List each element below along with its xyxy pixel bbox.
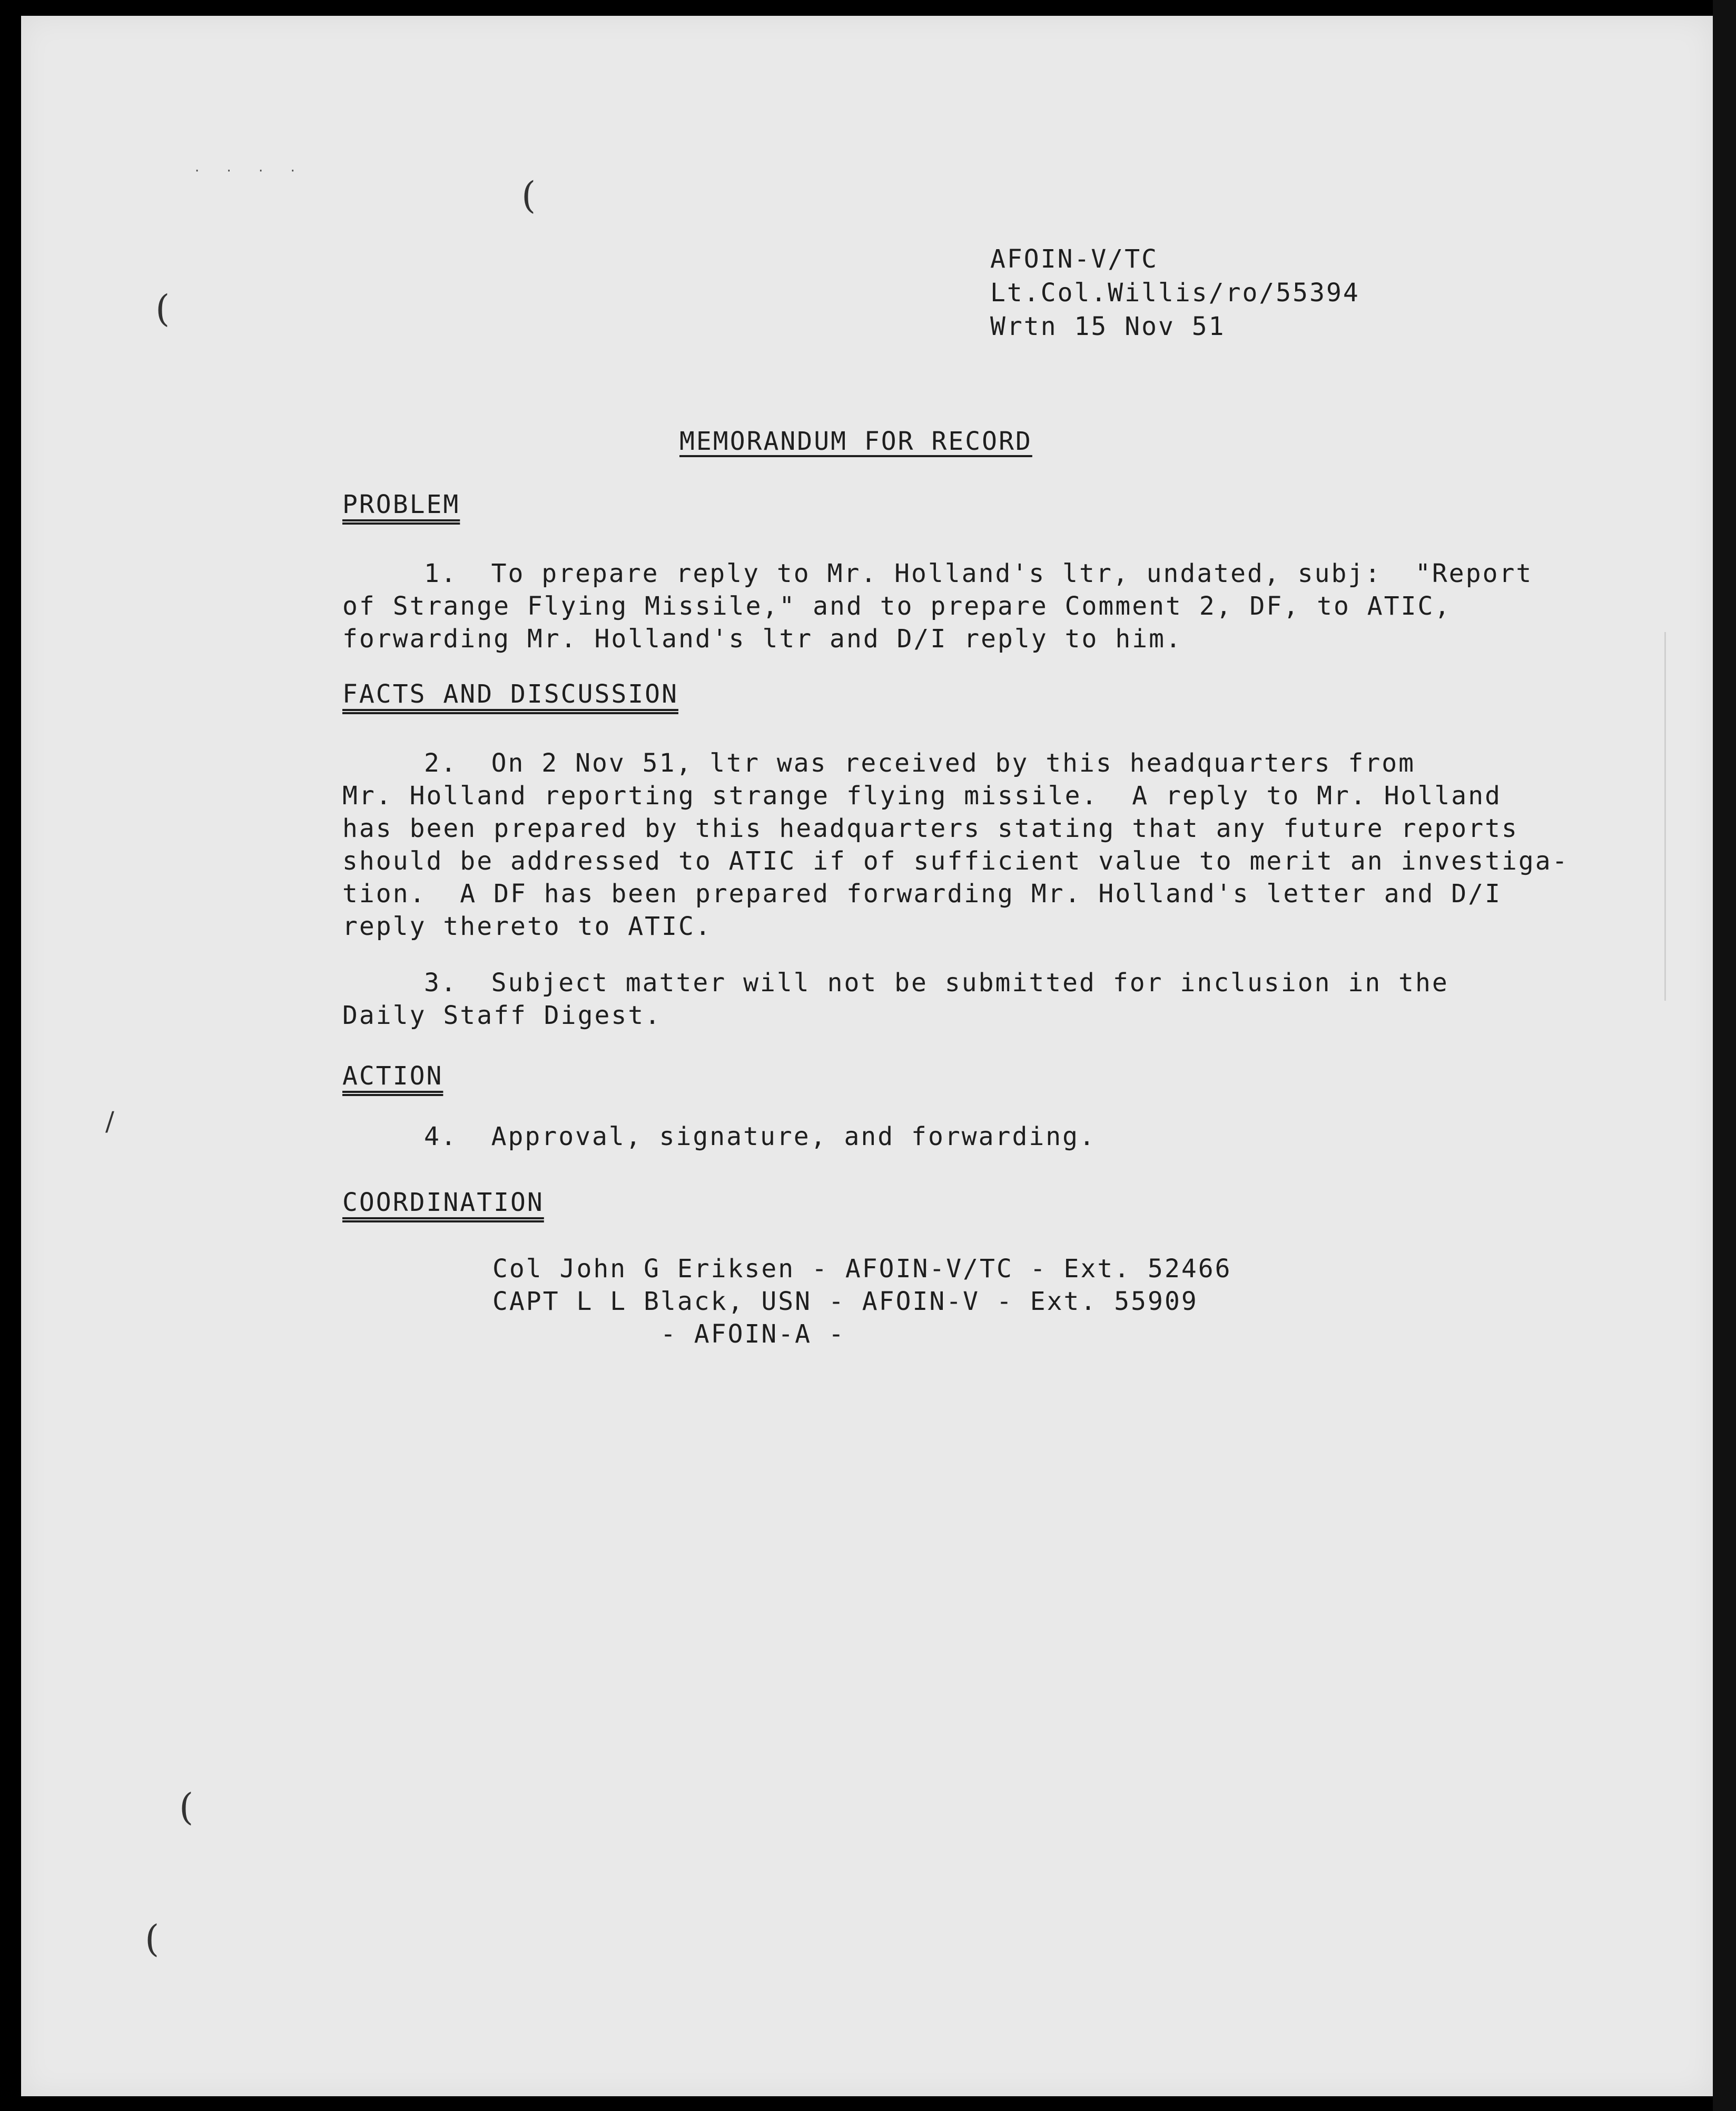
text-line: 2. On 2 Nov 51, ltr was received by this headquarters from (424, 748, 1416, 778)
text-line: forwarding Mr. Holland's ltr and D/I reply to him. (342, 624, 1182, 654)
coordination-list (492, 1252, 1232, 1350)
coordination-entry: - AFOIN-A - (492, 1319, 845, 1349)
office-symbol: AFOIN-V/TC (990, 244, 1158, 274)
text-line: of Strange Flying Missile," and to prepare Comment 2, DF, to ATIC, (342, 591, 1452, 621)
problem-heading: PROBLEM (342, 490, 460, 519)
text-line: reply thereto to ATIC. (342, 912, 712, 941)
scan-specks: · · · · (195, 163, 307, 179)
text-line: 1. To prepare reply to Mr. Holland's ltr, undated, subj: "Report (424, 559, 1533, 588)
action-heading: ACTION (342, 1061, 443, 1091)
text-line: Mr. Holland reporting strange flying missile. A reply to Mr. Holland (342, 781, 1502, 811)
text-line: 3. Subject matter will not be submitted for inclusion in the (424, 968, 1449, 998)
text-line: Daily Staff Digest. (342, 1001, 662, 1030)
coordination-heading: COORDINATION (342, 1188, 544, 1217)
coordination-entry: CAPT L L Black, USN - AFOIN-V - Ext. 55909 (492, 1287, 1198, 1316)
facts-heading: FACTS AND DISCUSSION (342, 679, 678, 709)
scan-mark: / (105, 1106, 114, 1137)
document-page (21, 16, 1713, 2096)
coordination-entry: Col John G Eriksen - AFOIN-V/TC - Ext. 52466 (492, 1254, 1232, 1284)
facts-paragraph-3 (342, 966, 1449, 1032)
scan-mark: ( (521, 174, 536, 217)
facts-paragraph-2 (342, 747, 1569, 943)
scan-mark: ( (179, 1786, 194, 1829)
originator: Lt.Col.Willis/ro/55394 (990, 278, 1360, 308)
reference-block (990, 242, 1360, 343)
memo-title: MEMORANDUM FOR RECORD (679, 427, 1032, 456)
scan-border (1713, 0, 1736, 2111)
scan-mark: ( (155, 287, 170, 330)
text-line: has been prepared by this headquarters stating that any future reports (342, 814, 1518, 843)
action-paragraph: 4. Approval, signature, and forwarding. (424, 1122, 1096, 1151)
problem-paragraph (342, 557, 1533, 655)
text-line: should be addressed to ATIC if of sufficient value to merit an investiga- (342, 846, 1569, 876)
scan-mark: ( (145, 1917, 160, 1960)
date-line: Wrtn 15 Nov 51 (990, 312, 1226, 341)
page-fold-line (1664, 632, 1666, 1001)
text-line: tion. A DF has been prepared forwarding Mr. Holland's letter and D/I (342, 879, 1502, 909)
